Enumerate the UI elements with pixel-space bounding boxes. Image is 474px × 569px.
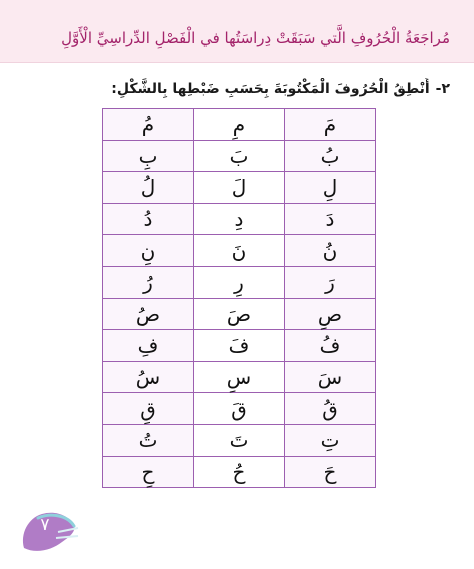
letter-cell: قَ — [194, 393, 285, 425]
table-row — [103, 330, 376, 362]
letter-cell: حِ — [103, 456, 194, 488]
letter-cell: صُ — [103, 298, 194, 330]
letter-cell: مُ — [103, 109, 194, 141]
letter-cell: نِ — [103, 235, 194, 267]
letter-cell: مِ — [194, 109, 285, 141]
table-row — [103, 266, 376, 298]
letter-cell: دُ — [103, 203, 194, 235]
letter-cell: بَ — [194, 140, 285, 172]
letter-cell: رِ — [194, 266, 285, 298]
table-row — [103, 109, 376, 141]
exercise-number: ٢- — [435, 81, 450, 97]
letter-cell: رَ — [285, 266, 376, 298]
table-row — [103, 140, 376, 172]
letter-cell: بُ — [285, 140, 376, 172]
letter-cell: رُ — [103, 266, 194, 298]
letter-cell: قُ — [285, 393, 376, 425]
table-row — [103, 361, 376, 393]
lesson-title: مُراجَعَةُ الْحُرُوفِ الَّتي سَبَقَتْ دِراسَتُها في الْفَصْلِ الدِّراسِيِّ الْأَوَّلِ — [61, 29, 450, 47]
letter-cell: فَ — [194, 330, 285, 362]
page-number: ٧ — [40, 515, 50, 535]
table-row — [103, 393, 376, 425]
letter-cell: فُ — [285, 330, 376, 362]
letter-cell: حُ — [194, 456, 285, 488]
letter-cell: تُ — [103, 424, 194, 456]
letter-cell: نَ — [194, 235, 285, 267]
letter-cell: سِ — [194, 361, 285, 393]
letter-cell: سَ — [285, 361, 376, 393]
letter-cell: دَ — [285, 203, 376, 235]
letters-table-body — [103, 109, 376, 488]
table-row — [103, 203, 376, 235]
table-row — [103, 235, 376, 267]
letter-cell: لِ — [285, 172, 376, 204]
letter-cell: دِ — [194, 203, 285, 235]
letter-cell: لُ — [103, 172, 194, 204]
letters-table — [102, 108, 376, 488]
letter-cell: بِ — [103, 140, 194, 172]
letter-cell: نُ — [285, 235, 376, 267]
exercise-text: أَنْطِقُ الْحُرُوفَ الْمَكْتُوبَةَ بِحَسَبِ ضَبْطِها بِالشَّكْلِ: — [111, 81, 430, 97]
letter-cell: صِ — [285, 298, 376, 330]
letter-cell: حَ — [285, 456, 376, 488]
letter-cell: مَ — [285, 109, 376, 141]
table-row — [103, 424, 376, 456]
letter-cell: تَ — [194, 424, 285, 456]
table-row — [103, 172, 376, 204]
table-row — [103, 298, 376, 330]
letter-cell: صَ — [194, 298, 285, 330]
letter-cell: فِ — [103, 330, 194, 362]
table-row — [103, 456, 376, 488]
letter-cell: سُ — [103, 361, 194, 393]
letter-cell: تِ — [285, 424, 376, 456]
letter-cell: قِ — [103, 393, 194, 425]
letter-cell: لَ — [194, 172, 285, 204]
exercise-instruction — [30, 78, 450, 100]
